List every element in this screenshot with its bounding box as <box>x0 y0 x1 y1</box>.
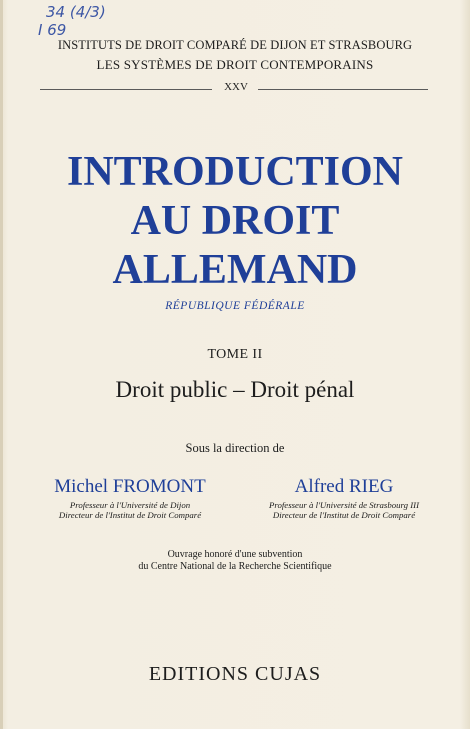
divider-left <box>40 89 212 90</box>
editor-role-1: Professeur à l'Université de Dijon <box>69 500 191 510</box>
subvention-note <box>0 549 470 573</box>
editor-rieg <box>244 476 444 520</box>
stamp-line-2: I 69 <box>38 21 67 39</box>
title-line-3: ALLEMAND <box>112 247 358 293</box>
editor-name: Alfred RIEG <box>294 476 394 497</box>
stamp-line-1: 34 (4/3) <box>46 3 106 21</box>
editor-role-2: Directeur de l'Institut de Droit Comparé <box>58 510 202 520</box>
tome-label: TOME II <box>207 347 263 362</box>
editor-name: Michel FROMONT <box>54 476 206 497</box>
tome-subject: Droit public – Droit pénal <box>115 377 355 402</box>
divider-right <box>258 89 428 90</box>
editor-fromont <box>30 476 230 520</box>
subvention-line-2: du Centre National de la Recherche Scientifique <box>138 561 332 572</box>
series-volume: XXV <box>224 81 248 93</box>
editor-role-1: Professeur à l'Université de Strasbourg III <box>268 500 420 510</box>
editor-role-2: Directeur de l'Institut de Droit Comparé <box>272 510 416 520</box>
title-line-2: AU DROIT <box>130 198 340 244</box>
publisher-name: EDITIONS CUJAS <box>148 663 322 685</box>
spine-edge <box>0 0 3 729</box>
subtitle: RÉPUBLIQUE FÉDÉRALE <box>165 300 305 312</box>
series-institutes: INSTITUTS DE DROIT COMPARÉ DE DIJON ET STRASBOURG <box>57 38 413 52</box>
direction-label: Sous la direction de <box>185 441 285 455</box>
subvention-line-1: Ouvrage honoré d'une subvention <box>167 549 303 560</box>
series-name: LES SYSTÈMES DE DROIT CONTEMPORAINS <box>96 57 374 72</box>
title-line-1: INTRODUCTION <box>66 149 404 195</box>
